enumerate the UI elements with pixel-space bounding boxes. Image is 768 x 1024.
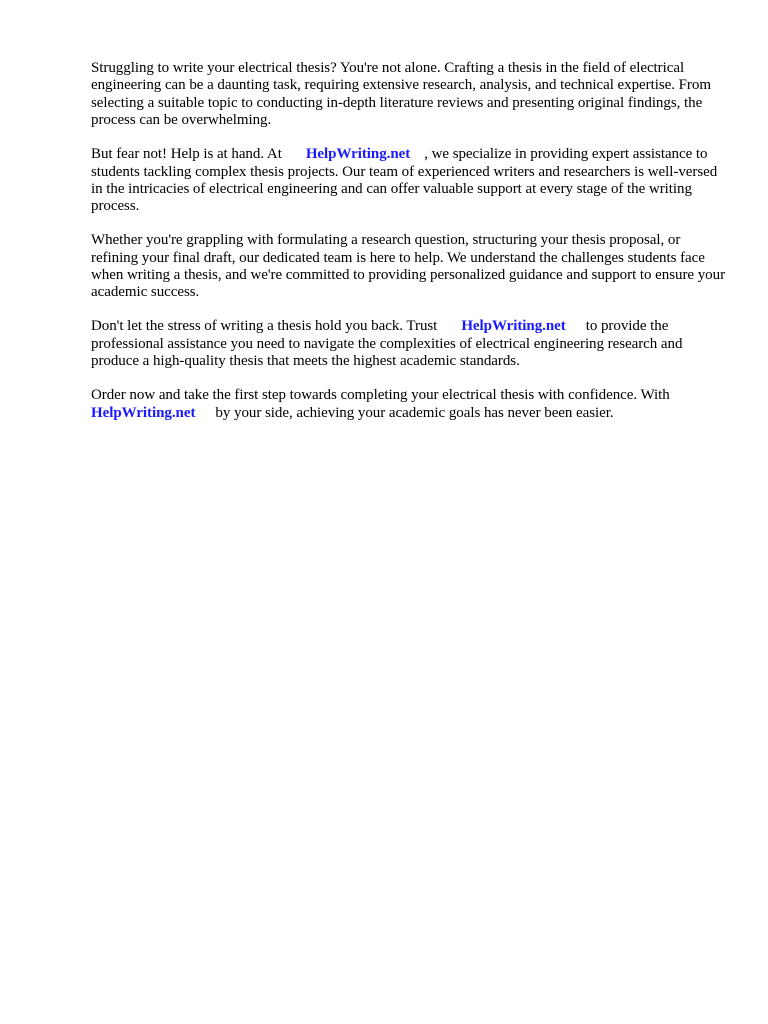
helpwriting-link[interactable]: HelpWriting.net (91, 404, 196, 421)
paragraph-text-before-link: But fear not! Help is at hand. At (91, 146, 282, 163)
helpwriting-link[interactable]: HelpWriting.net (461, 318, 566, 335)
paragraph-text-before-link: Don't let the stress of writing a thesis hold you back. Trust (91, 318, 438, 335)
paragraph-text-before-link: Order now and take the first step towards completing your electrical thesis with confidence. With (91, 387, 670, 404)
paragraph-help-at-hand (91, 146, 727, 216)
paragraph-text-after-link: by your side, achieving your academic goals has never been easier. (215, 404, 614, 421)
paragraph-intro: Struggling to write your electrical thesis? You're not alone. Crafting a thesis in the field of electrical engineering can be a daunting task, requiring extensive research, analysis, and technical expertise. From selecting a suitable topic to conducting in-depth literature reviews and presenting original findings, the process can be overwhelming. (91, 60, 711, 129)
document-page (91, 60, 727, 438)
paragraph-dont-let (91, 318, 727, 370)
paragraph-text-after-link: , we specialize in providing expert assistance to students tackling complex thesis projects. Our team of experienced writers and researchers is well-versed in the intricacies of electrical engineering and can offer valuable support at every stage of the writing process. (91, 146, 718, 215)
paragraph-order-now (91, 387, 727, 422)
paragraph-text-after-link: to provide the professional assistance you need to navigate the complexities of electrical engineering research and produce a high-quality thesis that meets the highest academic standards. (91, 318, 683, 370)
paragraph-whether: Whether you're grappling with formulating a research question, structuring your thesis proposal, or refining your final draft, our dedicated team is here to help. We understand the challenges students face when writing a thesis, and we're committed to providing personalized guidance and support to ensure your academic success. (91, 232, 726, 301)
helpwriting-link[interactable]: HelpWriting.net (305, 146, 411, 163)
